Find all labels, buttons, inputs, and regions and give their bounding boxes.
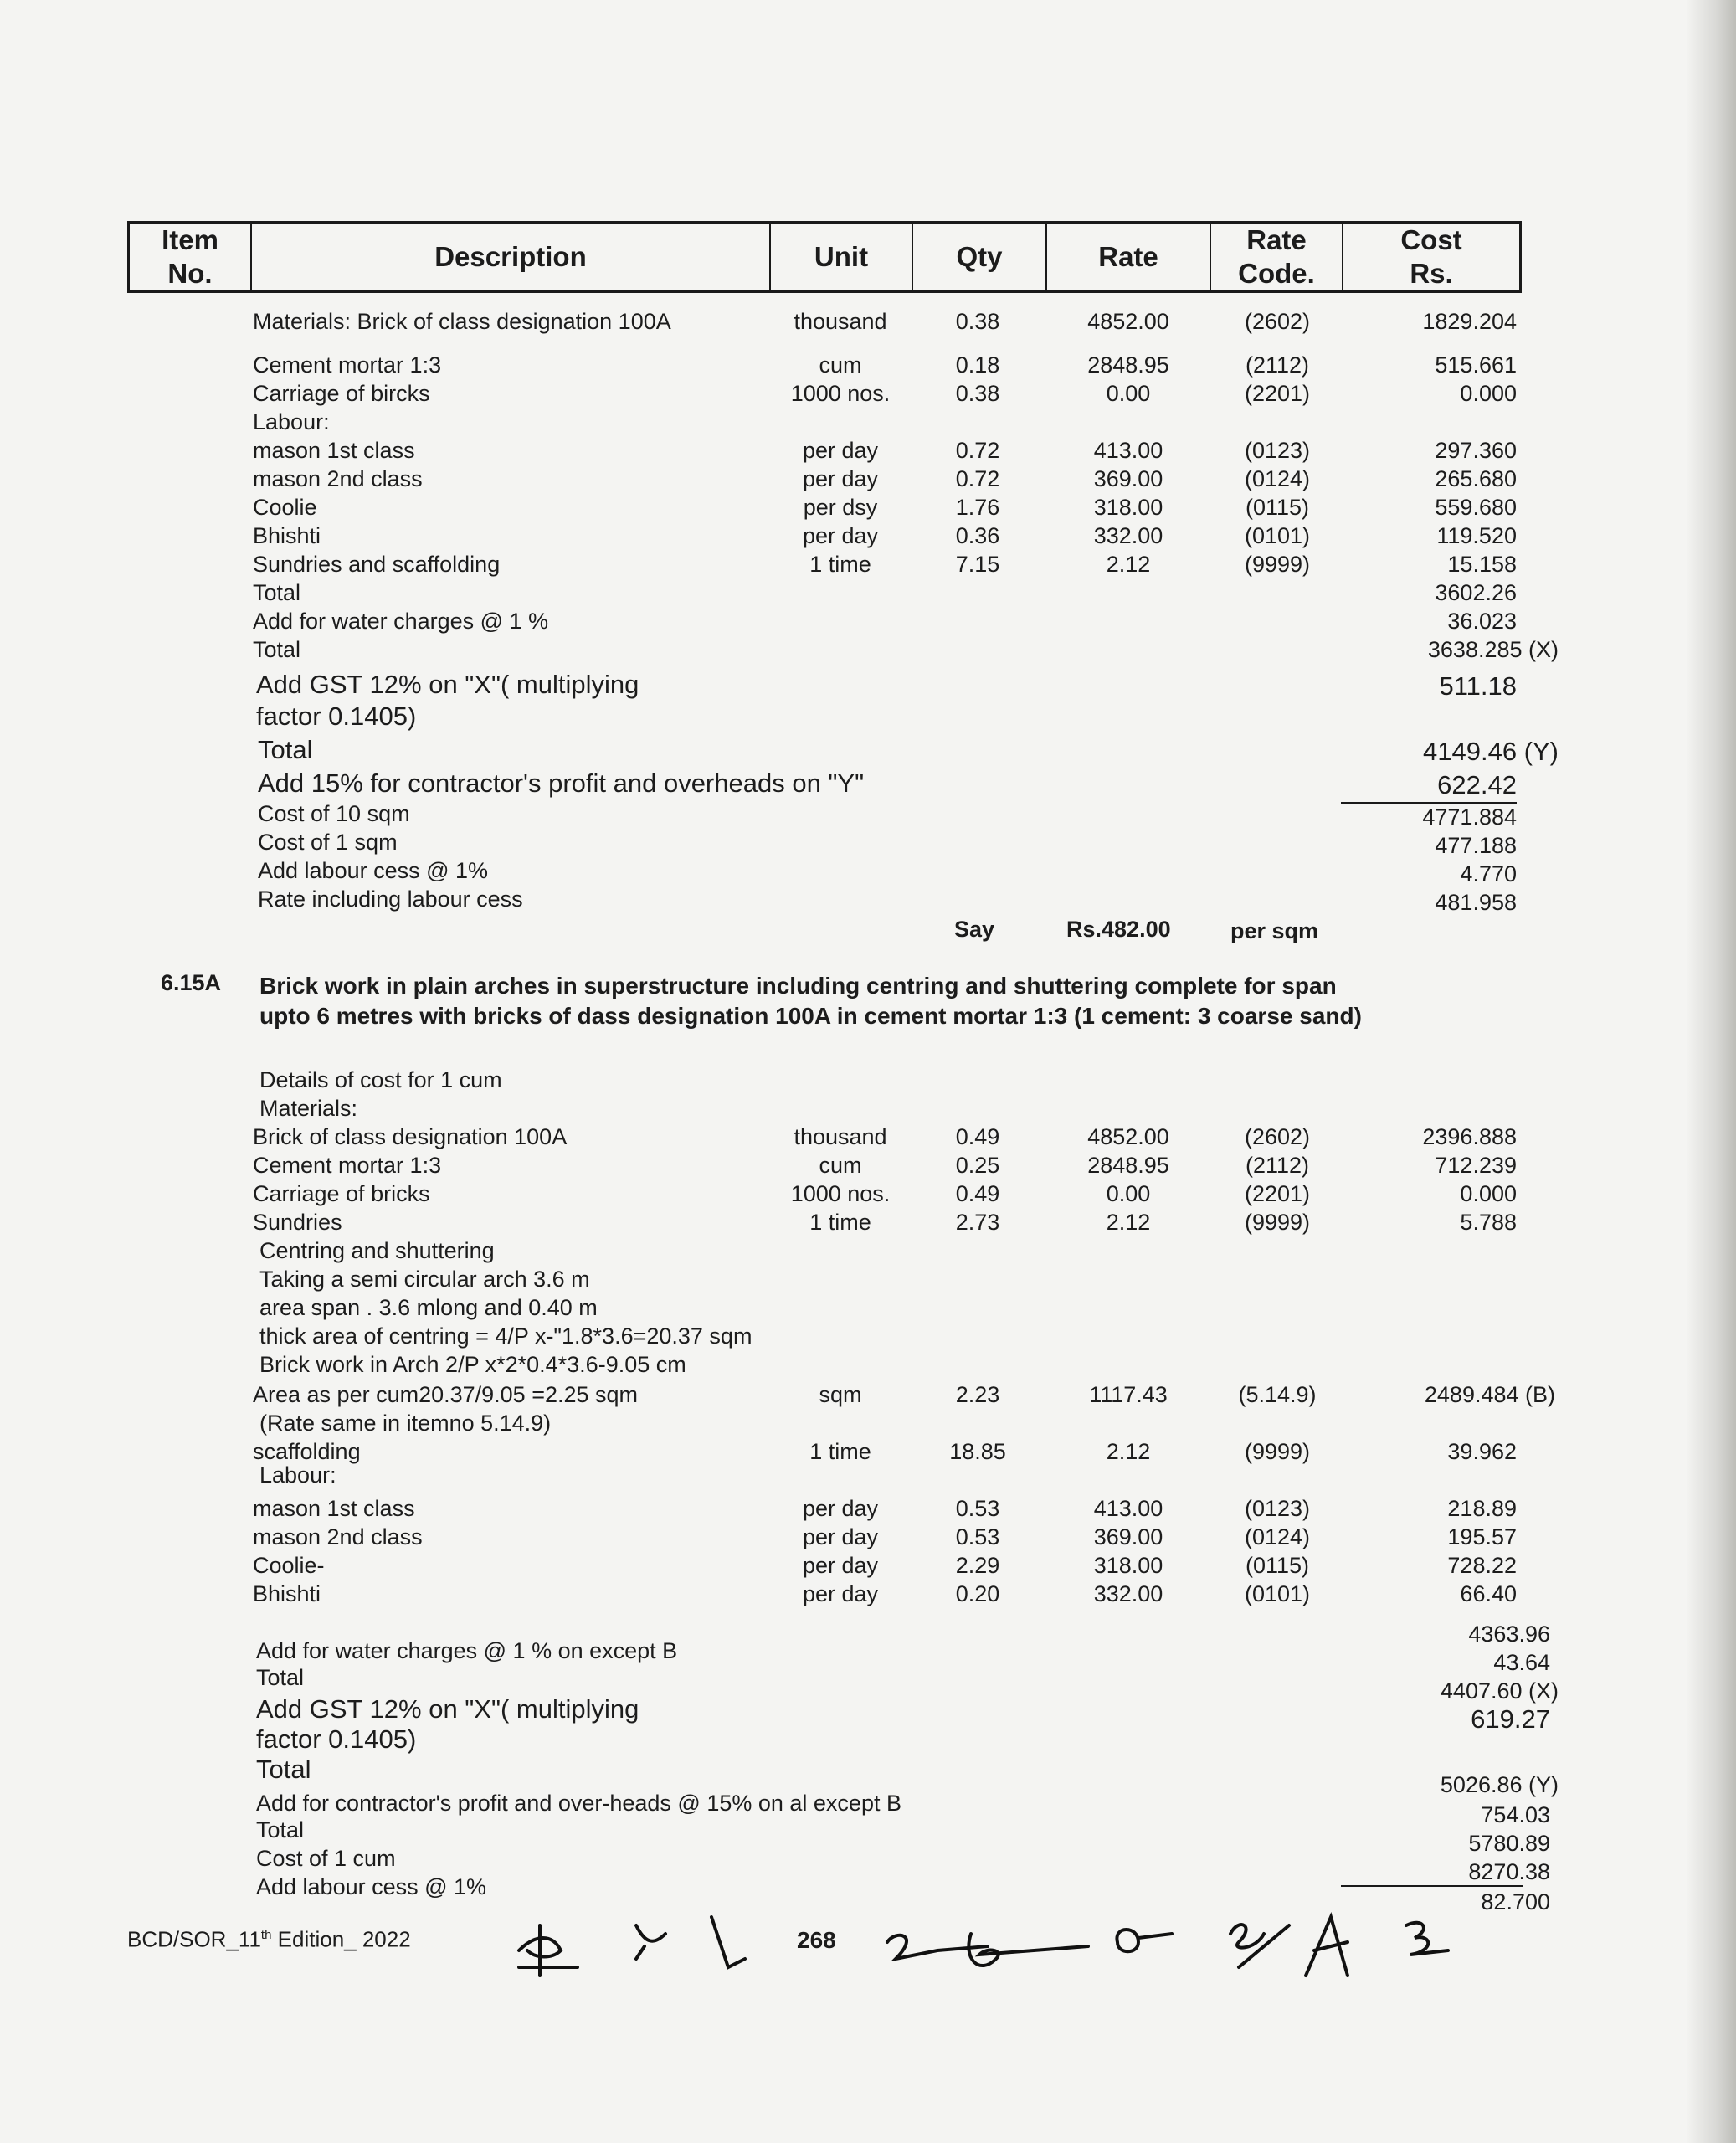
book-binding-shadow xyxy=(1686,0,1736,2143)
gst-cost: 511.18 xyxy=(1439,671,1517,701)
row-cost: 5.788 xyxy=(1460,1210,1517,1235)
tail-cost: 4771.884 xyxy=(1422,804,1517,830)
row-unit: 1000 nos. xyxy=(790,1181,891,1206)
cost1-label: Cost of 1 cum xyxy=(256,1846,396,1871)
row-description: mason 2nd class xyxy=(253,1524,423,1549)
row-rate: 413.00 xyxy=(1093,438,1163,463)
row-rate-code: (9999) xyxy=(1244,1210,1311,1235)
row-rate: 1117.43 xyxy=(1089,1382,1168,1407)
edition-prefix: BCD/SOR_11 xyxy=(127,1926,261,1952)
tail-label: Add labour cess @ 1% xyxy=(258,858,489,883)
row-description: Total xyxy=(253,637,301,662)
signature-8 xyxy=(1306,1917,1348,1976)
row-unit: thousand xyxy=(794,309,887,334)
row-qty: 0.38 xyxy=(955,381,1000,406)
total-y2-label: Total xyxy=(256,1755,311,1784)
row-cost: 218.89 xyxy=(1447,1496,1517,1521)
row-unit: per day xyxy=(802,523,879,548)
item-number: 6.15A xyxy=(161,970,222,995)
row-description: Area as per cum20.37/9.05 =2.25 sqm xyxy=(253,1382,639,1407)
row-rate: 2.12 xyxy=(1106,1439,1151,1464)
row-qty: 0.49 xyxy=(955,1124,1000,1149)
row-description: mason 1st class xyxy=(253,1496,415,1521)
profit-cost: 622.42 xyxy=(1437,770,1517,799)
row-description: Bhishti xyxy=(253,523,321,548)
say-unit: per sqm xyxy=(1230,918,1319,943)
row-qty: 1.76 xyxy=(955,495,1000,520)
row-rate-code: (2112) xyxy=(1245,1153,1310,1178)
row-description: Carriage of bricks xyxy=(253,1181,430,1206)
signature-9 xyxy=(1406,1923,1448,1955)
row-qty: 0.53 xyxy=(955,1496,1000,1521)
row-rate-code: (0115) xyxy=(1245,1553,1310,1578)
water-label: Add for water charges @ 1 % on except B xyxy=(256,1638,678,1663)
row-cost: 39.962 xyxy=(1447,1439,1517,1464)
note-line: Brick work in Arch 2/P x*2*0.4*3.6-9.05 cm xyxy=(259,1352,686,1377)
row-rate: 2.12 xyxy=(1106,552,1151,577)
row-rate: 332.00 xyxy=(1093,523,1163,548)
row-description: mason 2nd class xyxy=(253,466,423,491)
row-rate-code: (0123) xyxy=(1244,438,1311,463)
row-unit: per day xyxy=(802,1524,879,1549)
row-unit: thousand xyxy=(794,1124,887,1149)
row-unit: per day xyxy=(802,466,879,491)
table-header xyxy=(127,221,1522,293)
row-description: Carriage of bircks xyxy=(253,381,430,406)
row-qty: 2.29 xyxy=(955,1553,1000,1578)
row-cost: 712.239 xyxy=(1435,1153,1517,1178)
row-qty: 2.73 xyxy=(955,1210,1000,1235)
cess-value: 82.700 xyxy=(1481,1889,1550,1914)
row-qty: 7.15 xyxy=(955,552,1000,577)
header-rate-code: Rate Code. xyxy=(1211,224,1343,290)
row-qty: 0.38 xyxy=(955,309,1000,334)
row-cost: 195.57 xyxy=(1447,1524,1517,1549)
gst-label-line1: Add GST 12% on "X"( multiplying xyxy=(256,670,639,699)
total-x-cost: 4407.60 (X) xyxy=(1440,1678,1559,1704)
gst2-cost: 619.27 xyxy=(1471,1704,1550,1734)
row-description: Cement mortar 1:3 xyxy=(253,352,442,378)
footer-edition xyxy=(127,1922,411,1953)
row-rate: 318.00 xyxy=(1093,495,1163,520)
row-rate-code: (0123) xyxy=(1244,1496,1311,1521)
row-cost: 36.023 xyxy=(1447,609,1517,634)
row-cost: 559.680 xyxy=(1435,495,1517,520)
profit-label: Add 15% for contractor's profit and overheads on "Y" xyxy=(258,768,865,798)
row-unit: per day xyxy=(802,1581,879,1606)
total-y-cost: 4149.46 (Y) xyxy=(1423,737,1559,766)
signature-6 xyxy=(1117,1930,1172,1951)
row-description: Labour: xyxy=(253,409,330,434)
say-value: Rs.482.00 xyxy=(1066,917,1171,942)
signature-4 xyxy=(887,1935,988,1959)
row-cost: 15.158 xyxy=(1447,552,1517,577)
note-line: thick area of centring = 4/P x-"1.8*3.6=20.37 sqm xyxy=(259,1323,752,1349)
handwritten-signatures xyxy=(502,1900,1507,1984)
tail-cost: 481.958 xyxy=(1435,890,1517,915)
row-cost: 66.40 xyxy=(1460,1581,1517,1606)
row-description: Sundries xyxy=(253,1210,342,1235)
row-rate-code: (9999) xyxy=(1244,552,1311,577)
row-description: Coolie- xyxy=(253,1553,325,1578)
signature-1 xyxy=(519,1925,578,1976)
row-cost: 515.661 xyxy=(1435,352,1517,378)
row-unit: 1 time xyxy=(809,1439,871,1464)
row-rate-code: (2112) xyxy=(1245,352,1310,378)
row-rate: 2848.95 xyxy=(1087,1153,1169,1178)
row-description: mason 1st class xyxy=(253,438,415,463)
row-rate: 413.00 xyxy=(1093,1496,1163,1521)
signature-2 xyxy=(636,1925,665,1959)
gst-label-line2: factor 0.1405) xyxy=(256,701,417,731)
row-cost: 0.000 xyxy=(1460,1181,1517,1206)
row-qty: 0.72 xyxy=(955,438,1000,463)
row-qty: 0.25 xyxy=(955,1153,1000,1178)
row-qty: 2.23 xyxy=(955,1382,1000,1407)
header-item-no: Item No. xyxy=(130,224,252,290)
row-rate-code: (0101) xyxy=(1244,523,1311,548)
row-cost: 728.22 xyxy=(1447,1553,1517,1578)
item-title-line2: upto 6 metres with bricks of dass designation 100A in cement mortar 1:3 (1 cement: 3 coarse sand) xyxy=(259,1003,1362,1029)
total2-cost: 5780.89 xyxy=(1468,1831,1550,1856)
header-description: Description xyxy=(252,224,771,290)
signature-3 xyxy=(711,1917,745,1967)
row-qty: 0.49 xyxy=(955,1181,1000,1206)
total-y-label: Total xyxy=(258,735,313,764)
details-label: Details of cost for 1 cum xyxy=(259,1067,502,1092)
header-rate: Rate xyxy=(1047,224,1211,290)
row-unit: cum xyxy=(819,1153,862,1178)
row-description: Brick of class designation 100A xyxy=(253,1124,568,1149)
row-qty: 18.85 xyxy=(949,1439,1006,1464)
row-rate: 0.00 xyxy=(1106,381,1151,406)
row-rate-code: (0101) xyxy=(1244,1581,1311,1606)
row-unit: 1 time xyxy=(809,1210,871,1235)
row-description: Total xyxy=(253,580,301,605)
row-rate: 0.00 xyxy=(1106,1181,1151,1206)
header-cost: Cost Rs. xyxy=(1400,224,1462,289)
row-cost: 3638.285 (X) xyxy=(1427,637,1559,662)
row-unit: per day xyxy=(802,1496,879,1521)
labour-label: Labour: xyxy=(259,1462,336,1488)
say-label: Say xyxy=(954,917,995,942)
row-rate-code: (2602) xyxy=(1244,309,1311,334)
profit2-label: Add for contractor's profit and over-heads @ 15% on al except B xyxy=(256,1791,901,1816)
row-cost: 0.000 xyxy=(1460,381,1517,406)
row-rate: 4852.00 xyxy=(1087,309,1169,334)
rate-note: (Rate same in itemno 5.14.9) xyxy=(259,1411,552,1436)
row-rate: 369.00 xyxy=(1093,1524,1163,1549)
row-rate-code: (0124) xyxy=(1244,1524,1311,1549)
row-rate-code: (0124) xyxy=(1244,466,1311,491)
note-line: Taking a semi circular arch 3.6 m xyxy=(259,1267,590,1292)
signature-7 xyxy=(1230,1925,1289,1967)
row-qty: 0.36 xyxy=(955,523,1000,548)
item-title-line1: Brick work in plain arches in superstructure including centring and shuttering complete for span xyxy=(259,973,1337,999)
row-rate: 332.00 xyxy=(1093,1581,1163,1606)
total-x-label: Total xyxy=(256,1665,305,1690)
header-qty: Qty xyxy=(913,224,1047,290)
water-cost: 43.64 xyxy=(1493,1650,1550,1675)
row-rate: 318.00 xyxy=(1093,1553,1163,1578)
row-rate-code: (2201) xyxy=(1244,1181,1311,1206)
row-description: Coolie xyxy=(253,495,317,520)
tail-label: Cost of 1 sqm xyxy=(258,830,398,855)
row-unit: per day xyxy=(802,438,879,463)
row-description: scaffolding xyxy=(253,1439,361,1464)
row-unit: per day xyxy=(802,1553,879,1578)
row-unit: cum xyxy=(819,352,862,378)
cost1-value: 8270.38 xyxy=(1468,1859,1550,1884)
row-rate: 2848.95 xyxy=(1087,352,1169,378)
row-rate-code: (0115) xyxy=(1245,495,1310,520)
total2-label: Total xyxy=(256,1817,305,1842)
header-unit: Unit xyxy=(771,224,913,290)
row-description: Sundries and scaffolding xyxy=(253,552,501,577)
row-unit: 1 time xyxy=(809,552,871,577)
row-cost: 2396.888 xyxy=(1422,1124,1517,1149)
gst2-line2: factor 0.1405) xyxy=(256,1724,417,1754)
row-rate: 369.00 xyxy=(1093,466,1163,491)
edition-sup: th xyxy=(260,1928,272,1942)
row-unit: per dsy xyxy=(803,495,878,520)
row-rate: 2.12 xyxy=(1106,1210,1151,1235)
subtotal: 4363.96 xyxy=(1468,1621,1550,1647)
row-qty: 0.20 xyxy=(955,1581,1000,1606)
tail-label: Cost of 10 sqm xyxy=(258,801,410,826)
note-line: Centring and shuttering xyxy=(259,1238,495,1263)
row-unit: sqm xyxy=(819,1382,862,1407)
gst2-line1: Add GST 12% on "X"( multiplying xyxy=(256,1694,639,1724)
row-cost: 265.680 xyxy=(1435,466,1517,491)
edition-suffix: Edition_ 2022 xyxy=(271,1926,411,1952)
sum-rule-2 xyxy=(1341,1885,1523,1887)
row-qty: 0.53 xyxy=(955,1524,1000,1549)
row-rate-code: (5.14.9) xyxy=(1238,1382,1317,1407)
tail-cost: 4.770 xyxy=(1460,861,1517,886)
cess-label: Add labour cess @ 1% xyxy=(256,1874,487,1899)
row-qty: 0.72 xyxy=(955,466,1000,491)
profit2-cost: 754.03 xyxy=(1481,1802,1550,1827)
page-number: 268 xyxy=(797,1927,836,1953)
row-cost: 119.520 xyxy=(1436,523,1517,548)
row-rate-code: (2602) xyxy=(1244,1124,1311,1149)
total-y2-cost: 5026.86 (Y) xyxy=(1440,1772,1559,1797)
row-description: Add for water charges @ 1 % xyxy=(253,609,549,634)
row-rate-code: (2201) xyxy=(1244,381,1311,406)
note-line: area span . 3.6 mlong and 0.40 m xyxy=(259,1295,598,1320)
tail-cost: 477.188 xyxy=(1435,833,1517,858)
row-description: Cement mortar 1:3 xyxy=(253,1153,442,1178)
row-cost: 3602.26 xyxy=(1435,580,1517,605)
row-qty: 0.18 xyxy=(955,352,1000,378)
row-rate-code: (9999) xyxy=(1244,1439,1311,1464)
tail-label: Rate including labour cess xyxy=(258,886,523,912)
row-rate: 4852.00 xyxy=(1087,1124,1169,1149)
row-description: Materials: Brick of class designation 100A xyxy=(253,309,671,334)
signature-5 xyxy=(968,1934,1088,1966)
materials-label: Materials: xyxy=(259,1096,358,1121)
row-cost: 2489.484 (B) xyxy=(1424,1382,1555,1407)
row-cost: 297.360 xyxy=(1435,438,1517,463)
row-cost: 1829.204 xyxy=(1422,309,1517,334)
row-unit: 1000 nos. xyxy=(790,381,891,406)
row-description: Bhishti xyxy=(253,1581,321,1606)
